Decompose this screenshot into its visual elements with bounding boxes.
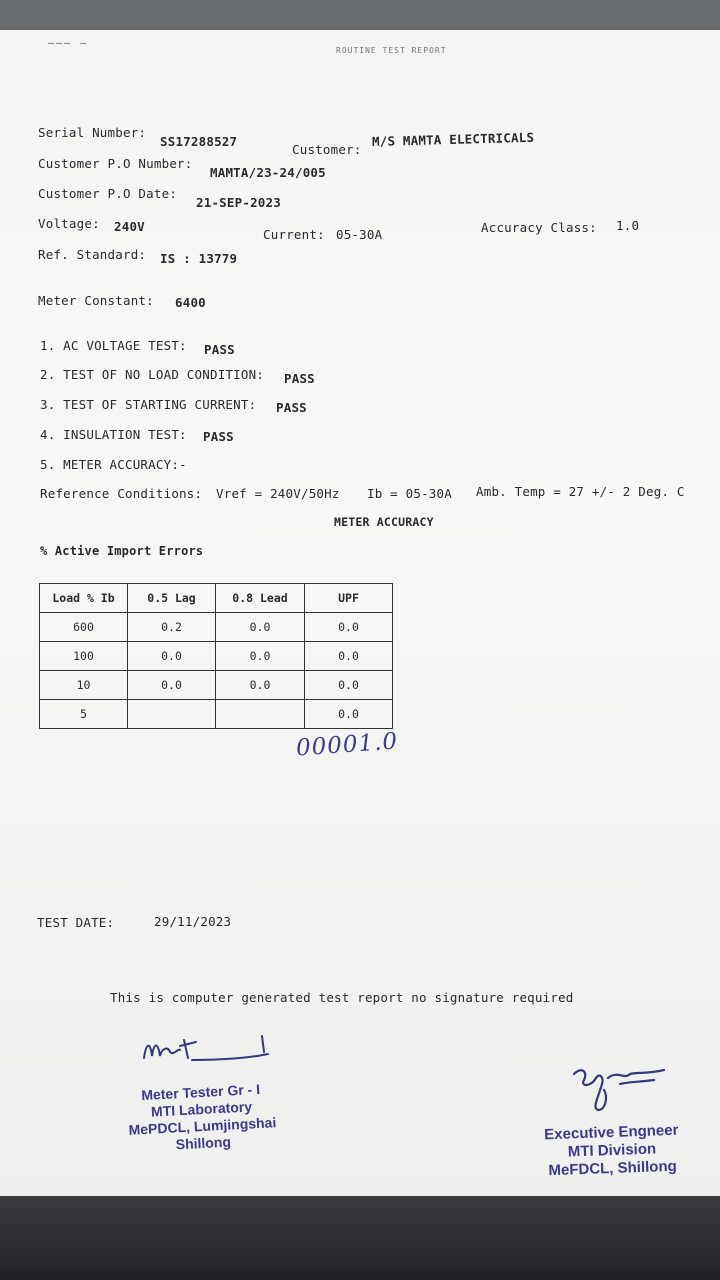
test-date-value: 29/11/2023 xyxy=(154,914,232,929)
test-item-result: PASS xyxy=(284,371,315,386)
test-item-label: 2. TEST OF NO LOAD CONDITION: xyxy=(40,367,265,382)
stamp-right-line1: Executive Engneer xyxy=(543,1121,679,1144)
test-item-result: PASS xyxy=(276,400,307,415)
background-surface xyxy=(0,1196,720,1280)
table-header-cell: UPF xyxy=(305,584,393,613)
ref-standard-value: IS : 13779 xyxy=(160,251,238,266)
table-cell: 0.0 xyxy=(128,671,216,700)
current-value: 05-30A xyxy=(336,227,383,242)
accuracy-class-value: 1.0 xyxy=(616,218,640,233)
table-row xyxy=(40,642,393,671)
table-cell: 0.0 xyxy=(128,642,216,671)
test-item-result: PASS xyxy=(203,429,234,444)
test-item-label: 5. METER ACCURACY:- xyxy=(40,457,187,472)
reference-vref: Vref = 240V/50Hz xyxy=(216,486,340,501)
stamp-right-line3: MeFDCL, Shillong xyxy=(548,1157,678,1180)
signature-left xyxy=(140,1030,280,1072)
customer-value: M/S MAMTA ELECTRICALS xyxy=(371,129,535,149)
table-cell: 100 xyxy=(40,642,128,671)
po-date-label: Customer P.O Date: xyxy=(38,186,178,201)
current-label: Current: xyxy=(263,227,325,242)
stamp-left-line2: MTI Laboratory xyxy=(150,1098,253,1120)
voltage-value: 240V xyxy=(114,219,145,234)
table-cell xyxy=(128,700,216,729)
table-cell: 0.0 xyxy=(305,671,393,700)
reference-ib: Ib = 05-30A xyxy=(367,486,452,501)
stamp-left xyxy=(114,1080,289,1157)
test-date-label: TEST DATE: xyxy=(37,915,115,930)
po-date-value: 21-SEP-2023 xyxy=(196,195,281,210)
accuracy-class-label: Accuracy Class: xyxy=(481,220,597,235)
table-cell: 10 xyxy=(40,671,128,700)
stamp-right xyxy=(535,1121,689,1180)
table-cell: 0.0 xyxy=(305,613,393,642)
serial-number-value: SS17288527 xyxy=(160,134,238,149)
table-cell: 5 xyxy=(40,700,128,729)
signature-right xyxy=(568,1064,678,1116)
table-cell: 0.2 xyxy=(128,613,216,642)
accuracy-table xyxy=(39,583,393,729)
errors-heading: % Active Import Errors xyxy=(40,544,204,558)
table-cell: 0.0 xyxy=(216,642,305,671)
serial-number-label: Serial Number: xyxy=(38,125,147,140)
meter-constant-label: Meter Constant: xyxy=(38,293,154,308)
meter-constant-value: 6400 xyxy=(175,295,206,310)
stamp-left-line1: Meter Tester Gr - I xyxy=(140,1080,261,1104)
table-cell: 0.0 xyxy=(305,642,393,671)
table-row xyxy=(40,700,393,729)
stamp-left-line3: MePDCL, Lumjingshai xyxy=(128,1114,277,1138)
test-item-label: 4. INSULATION TEST: xyxy=(40,427,187,442)
test-item-label: 3. TEST OF STARTING CURRENT: xyxy=(40,397,257,412)
table-header-row xyxy=(40,584,393,613)
po-number-label: Customer P.O Number: xyxy=(38,156,193,171)
stamp-right-line2: MTI Division xyxy=(567,1140,657,1161)
table-header-cell: 0.8 Lead xyxy=(216,584,305,613)
handwritten-reading: 00001.0 xyxy=(295,728,399,762)
table-header-cell: Load % Ib xyxy=(40,584,128,613)
table-cell: 600 xyxy=(40,613,128,642)
table-row xyxy=(40,671,393,700)
stamp-left-line4: Shillong xyxy=(175,1133,232,1153)
header-fragment: ——— — xyxy=(48,38,89,49)
voltage-label: Voltage: xyxy=(38,216,100,231)
ref-standard-label: Ref. Standard: xyxy=(38,247,147,262)
reference-temp: Amb. Temp = 27 +/- 2 Deg. C xyxy=(476,484,685,499)
table-cell: 0.0 xyxy=(216,613,305,642)
table-cell xyxy=(216,700,305,729)
table-cell: 0.0 xyxy=(216,671,305,700)
test-item-label: 1. AC VOLTAGE TEST: xyxy=(40,338,187,353)
meter-accuracy-heading: METER ACCURACY xyxy=(334,515,434,529)
table-row xyxy=(40,613,393,642)
po-number-value: MAMTA/23-24/005 xyxy=(210,165,326,180)
test-item-result: PASS xyxy=(204,342,235,357)
table-header-cell: 0.5 Lag xyxy=(128,584,216,613)
customer-label: Customer: xyxy=(292,142,362,157)
table-cell: 0.0 xyxy=(305,700,393,729)
report-title-fragment: ROUTINE TEST REPORT xyxy=(336,46,447,55)
reference-conditions-label: Reference Conditions: xyxy=(40,486,203,501)
footer-note: This is computer generated test report no signature required xyxy=(110,990,574,1005)
